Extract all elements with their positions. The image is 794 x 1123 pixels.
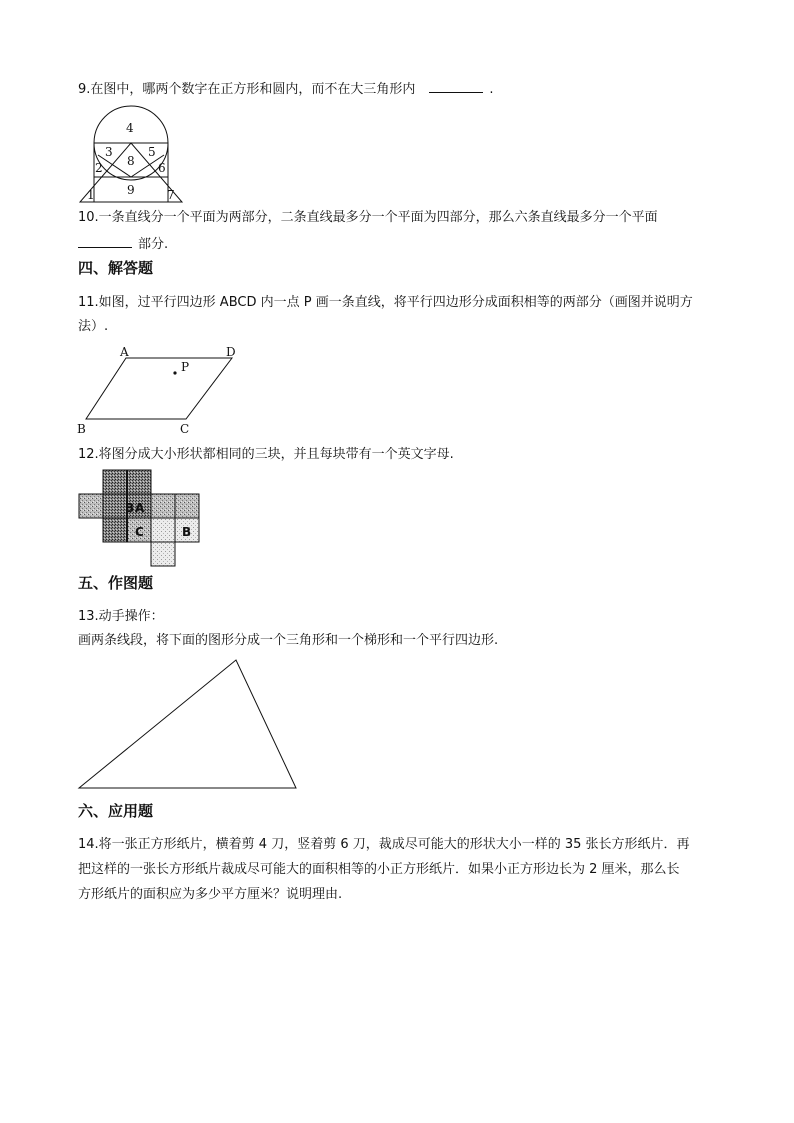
q11-label-d: D <box>226 345 236 359</box>
q11-parallelogram <box>86 358 232 419</box>
q13-line1: 13.动手操作： <box>78 609 164 624</box>
grid-cell <box>151 518 175 542</box>
q14-line1: 14.将一张正方形纸片，横着剪 4 刀，竖着剪 6 刀，裁成尽可能大的形状大小一样的 35 张长方形纸片．再 <box>78 837 690 852</box>
grid-cell <box>151 542 175 566</box>
q10-line2-wrap <box>78 235 168 254</box>
q12-text: 12.将图分成大小形状都相同的三块，并且每块带有一个英文字母. <box>78 447 454 462</box>
grid-cell <box>103 518 127 542</box>
q9-end: . <box>489 82 494 97</box>
section-title-5: 五、作图题 <box>78 574 154 592</box>
q12-grid-figure <box>76 470 206 570</box>
q11-label-c: C <box>180 422 190 436</box>
q11-parallelogram-figure <box>76 344 246 436</box>
q14-line3: 方形纸片的面积应为多少平方厘米？说明理由. <box>78 887 343 902</box>
grid-cell <box>103 494 127 518</box>
q9-text: 9.在图中，哪两个数字在正方形和圆内，而不在大三角形内 <box>78 82 416 97</box>
q10-line2: 部分. <box>138 237 169 252</box>
q12-letter-b-small: B <box>125 501 135 515</box>
section-title-6: 六、应用题 <box>78 802 154 820</box>
q13-triangle-figure <box>76 656 300 792</box>
q9-answer-blank[interactable] <box>429 80 483 93</box>
grid-cell <box>103 470 127 494</box>
grid-cell <box>79 494 103 518</box>
q12-letter-a: A <box>135 501 145 515</box>
q9-label-2: 2 <box>95 161 103 175</box>
q9-label-7: 7 <box>167 188 175 202</box>
q12-letter-c: C <box>135 525 144 539</box>
q9-label-4: 4 <box>126 121 134 135</box>
q11-line1: 11.如图，过平行四边形 ABCD 内一点 P 画一条直线，将平行四边形分成面积相等的两部分（画图并说明方 <box>78 295 693 310</box>
q9-label-3: 3 <box>105 145 113 159</box>
q14-line2: 把这样的一张长方形纸片裁成尽可能大的面积相等的小正方形纸片．如果小正方形边长为 2 厘米，那么长 <box>78 862 680 877</box>
grid-cell <box>175 494 199 518</box>
q11-line2: 法）. <box>78 319 109 334</box>
q13-line2: 画两条线段，将下面的图形分成一个三角形和一个梯形和一个平行四边形. <box>78 633 499 648</box>
grid-cell <box>127 470 151 494</box>
q9-label-1: 1 <box>87 188 95 202</box>
q11-point-p <box>173 371 176 374</box>
q10-answer-blank[interactable] <box>78 235 132 248</box>
q9-label-5: 5 <box>148 145 156 159</box>
q11-label-b: B <box>77 422 86 436</box>
q9-text-line <box>78 80 494 99</box>
grid-cell <box>151 494 175 518</box>
q9-label-8: 8 <box>127 154 135 168</box>
q10-line1: 10.一条直线分一个平面为两部分，二条直线最多分一个平面为四部分，那么六条直线最多分一个平面 <box>78 210 658 225</box>
q13-triangle <box>79 660 296 788</box>
q9-label-9: 9 <box>127 183 135 197</box>
q9-label-6: 6 <box>158 161 166 175</box>
section-title-4: 四、解答题 <box>78 259 154 277</box>
q11-label-a: A <box>120 345 129 359</box>
q11-label-p: P <box>181 360 190 374</box>
q9-figure <box>76 105 186 205</box>
q12-letter-b: B <box>182 525 192 539</box>
